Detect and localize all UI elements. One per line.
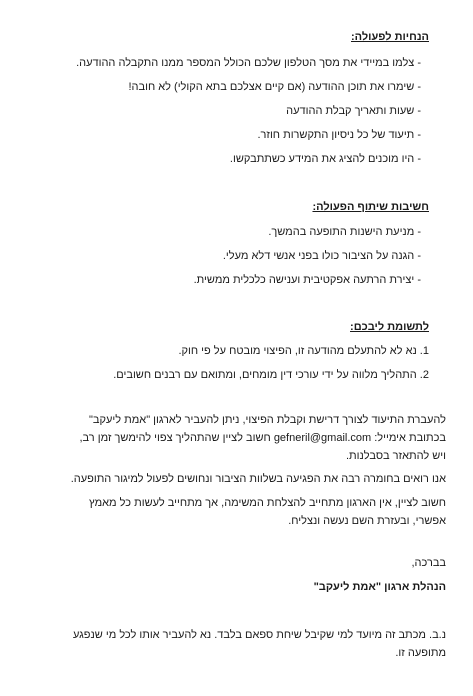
- body-paragraph-line: בכתובת אימייל: gefneril@gmail.com חשוב לציין שהתהליך צפוי להימשך זמן רב,: [79, 432, 446, 444]
- instructions-heading: הנחיות לפעולה:: [351, 31, 429, 43]
- importance-item: - הגנה על הציבור כולו בפני אנשי דלא מעלי.: [222, 250, 421, 262]
- closing-signature: הנהלת ארגון "אמת ליעקב": [313, 581, 446, 593]
- body-paragraph-line: אפשרי, ובעזרת השם נעשה ונצליח.: [288, 515, 446, 527]
- body-paragraph: אנו רואים בחומרה רבה את הפגיעה בשלוות הציבור ונחושים לפעול למיגור התופעה.: [70, 473, 446, 485]
- instruction-item: - שעות ותאריך קבלת ההודעה: [286, 105, 421, 117]
- closing-greeting: בברכה,: [411, 557, 446, 569]
- instruction-item: - היו מוכנים להציג את המידע כשתתבקשו.: [229, 153, 421, 165]
- footnote-line: נ.ב. מכתב זה מיועד למי שקיבל שיחת ספאם בלבד. נא להעביר אותו לכל מי שנפגע: [72, 629, 446, 641]
- attention-heading: לתשומת ליבכם:: [350, 321, 429, 333]
- body-paragraph-line: ויש להתאזר בסבלנות.: [345, 450, 446, 462]
- importance-item: - יצירת הרתעה אפקטיבית וענישה כלכלית ממשית.: [193, 274, 421, 286]
- instruction-item: - צלמו במיידי את מסך הטלפון שלכם הכולל המספר ממנו התקבלה ההודעה.: [76, 57, 421, 69]
- importance-item: - מניעת הישנות התופעה בהמשך.: [268, 226, 421, 238]
- footnote-line: מתופעה זו.: [395, 647, 446, 659]
- instruction-item: - שימרו את תוכן ההודעה (אם קיים אצלכם בתא הקולי) לא חובה!: [128, 81, 421, 93]
- importance-heading: חשיבות שיתוף הפעולה:: [312, 201, 429, 213]
- instruction-item: - תיעוד של כל ניסיון התקשרות חוזר.: [257, 129, 421, 141]
- attention-item: 2. התהליך מלווה על ידי עורכי דין מומחים, ומתואם עם רבנים חשובים.: [113, 369, 429, 381]
- attention-item: 1. נא לא להתעלם מהודעה זו, הפיצוי מובטח על פי חוק.: [178, 345, 429, 357]
- body-paragraph-line: להעברת התיעוד לצורך דרישת וקבלת הפיצוי, ניתן להעביר לארגון "אמת ליעקב": [89, 414, 446, 426]
- body-paragraph-line: חשוב לציין, אין הארגון מתחייב להצלחת המשימה, אך מתחייב לעשות כל מאמץ: [89, 497, 446, 509]
